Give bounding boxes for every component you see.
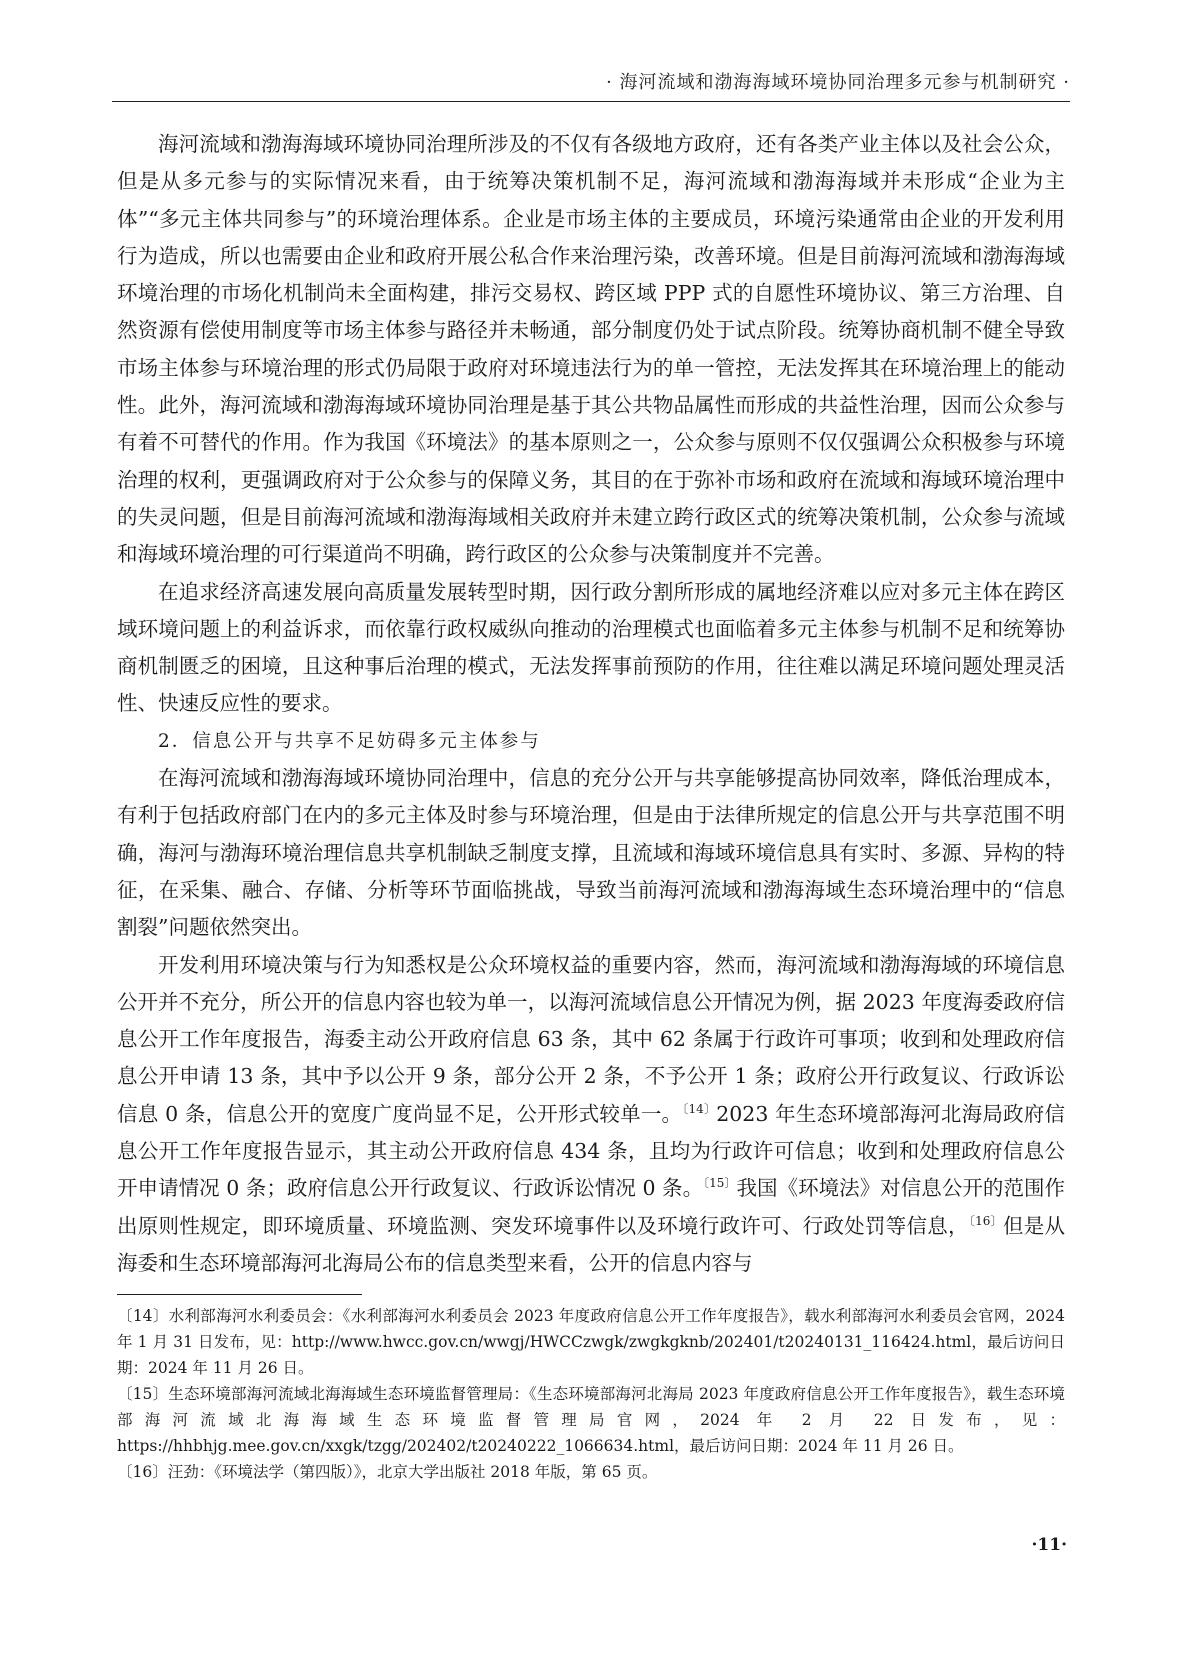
footnote-ref-14[interactable]: 〔14〕 [682,1101,717,1116]
footnotes [117,1303,1065,1485]
header-divider [112,101,1070,102]
paragraph-4-part-b: 2023 年生态环境部海河北海局政府信息公开工作年度报告显示，其主动公开政府信息 434 条，且均为行政许可信息；收到和处理政府信息公开申请情况 0 条；政府信息公开行政复议、行政诉讼情况 0 条。 [117,1101,1066,1201]
paragraph-4-part-a: 开发利用环境决策与行为知悉权是公众环境权益的重要内容，然而，海河流域和渤海海域的环境信息公开并不充分，所公开的信息内容也较为单一，以海河流域信息公开情况为例，据 2023 年度海委政府信息公开工作年度报告，海委主动公开政府信息 63 条，其中 62 条属于行政许可事项；收到和处理政府信息公开申请 13 条，其中予以公开 9 条，部分公开 2 条，不予公开 1 条；政府公开行政复议、行政诉讼信息 0 条，信息公开的宽度广度尚显不足，公开形式较单一。 [117,952,1065,1126]
footnote-14: 〔14〕水利部海河水利委员会：《水利部海河水利委员会 2023 年度政府信息公开工作年度报告》，载水利部海河水利委员会官网，2024 年 1 月 31 日发布，见：http://www.hwcc.gov.cn/wwgj/HWCCzwgk/zwgkgknb/202401/t20240131_116424.html，最后访问日期：2024 年 11 月 26 日。 [117,1307,1065,1377]
footnote-ref-15[interactable]: 〔15〕 [703,1176,737,1191]
footnote-divider [117,1294,362,1295]
body-text [117,126,1065,1282]
footnote-15: 〔15〕生态环境部海河流域北海海域生态环境监督管理局：《生态环境部海河北海局 2023 年度政府信息公开工作年度报告》，载生态环境部海河流域北海海域生态环境监督管理局官网，2024 年 2 月 22 日发布，见：https://hhbhjg.mee.gov.cn/xxgk/tzgg/202402/t20240222_1066634.html，最后访问日期：2024 年 11 月 26 日。 [117,1385,1065,1455]
running-header: · 海河流域和渤海海域环境协同治理多元参与机制研究 · [606,72,1070,93]
footnote-ref-16[interactable]: 〔16〕 [968,1213,1003,1228]
paragraph-4-part-c: 我国《环境法》对信息公开的范围作出原则性规定，即环境质量、环境监测、突发环境事件以及环境行政许可、行政处罚等信息， [117,1176,1066,1238]
page-number: ·11· [1031,1535,1067,1555]
paragraph-4 [117,947,1065,1283]
paragraph-2: 在追求经济高速发展向高质量发展转型时期，因行政分割所形成的属地经济难以应对多元主体在跨区域环境问题上的利益诉求，而依靠行政权威纵向推动的治理模式也面临着多元主体参与机制不足和统筹协商机制匮乏的困境，且这种事后治理的模式，无法发挥事前预防的作用，往往难以满足环境问题处理灵活性、快速反应性的要求。 [117,579,1065,716]
paragraph-4-part-d: 但是从海委和生态环境部海河北海局公布的信息类型来看，公开的信息内容与 [117,1213,1066,1275]
paragraph-3: 在海河流域和渤海海域环境协同治理中，信息的充分公开与共享能够提高协同效率，降低治理成本，有利于包括政府部门在内的多元主体及时参与环境治理，但是由于法律所规定的信息公开与共享范围不明确，海河与渤海环境治理信息共享机制缺乏制度支撑，且流域和海域环境信息具有实时、多源、异构的特征，在采集、融合、存储、分析等环节面临挑战，导致当前海河流域和渤海海域生态环境治理中的“信息割裂”问题依然突出。 [117,766,1065,940]
section-heading-2: 2．信息公开与共享不足妨碍多元主体参与 [158,730,541,752]
paragraph-1: 海河流域和渤海海域环境协同治理所涉及的不仅有各级地方政府，还有各类产业主体以及社会公众，但是从多元参与的实际情况来看，由于统筹决策机制不足，海河流域和渤海海域并未形成“企业为主体”“多元主体共同参与”的环境治理体系。企业是市场主体的主要成员，环境污染通常由企业的开发利用行为造成，所以也需要由企业和政府开展公私合作来治理污染，改善环境。但是目前海河流域和渤海海域环境治理的市场化机制尚未全面构建，排污交易权、跨区域 PPP 式的自愿性环境协议、第三方治理、自然资源有偿使用制度等市场主体参与路径并未畅通，部分制度仍处于试点阶段。统筹协商机制不健全导致市场主体参与环境治理的形式仍局限于政府对环境违法行为的单一管控，无法发挥其在环境治理上的能动性。此外，海河流域和渤海海域环境协同治理是基于其公共物品属性而形成的共益性治理，因而公众参与有着不可替代的作用。作为我国《环境法》的基本原则之一，公众参与原则不仅仅强调公众积极参与环境治理的权利，更强调政府对于公众参与的保障义务，其目的在于弥补市场和政府在流域和海域环境治理中的失灵问题，但是目前海河流域和渤海海域相关政府并未建立跨行政区式的统筹决策机制，公众参与流域和海域环境治理的可行渠道尚不明确，跨行政区的公众参与决策制度并不完善。 [117,132,1065,567]
footnote-16: 〔16〕汪劲：《环境法学（第四版）》，北京大学出版社 2018 年版，第 65 页。 [117,1463,658,1481]
